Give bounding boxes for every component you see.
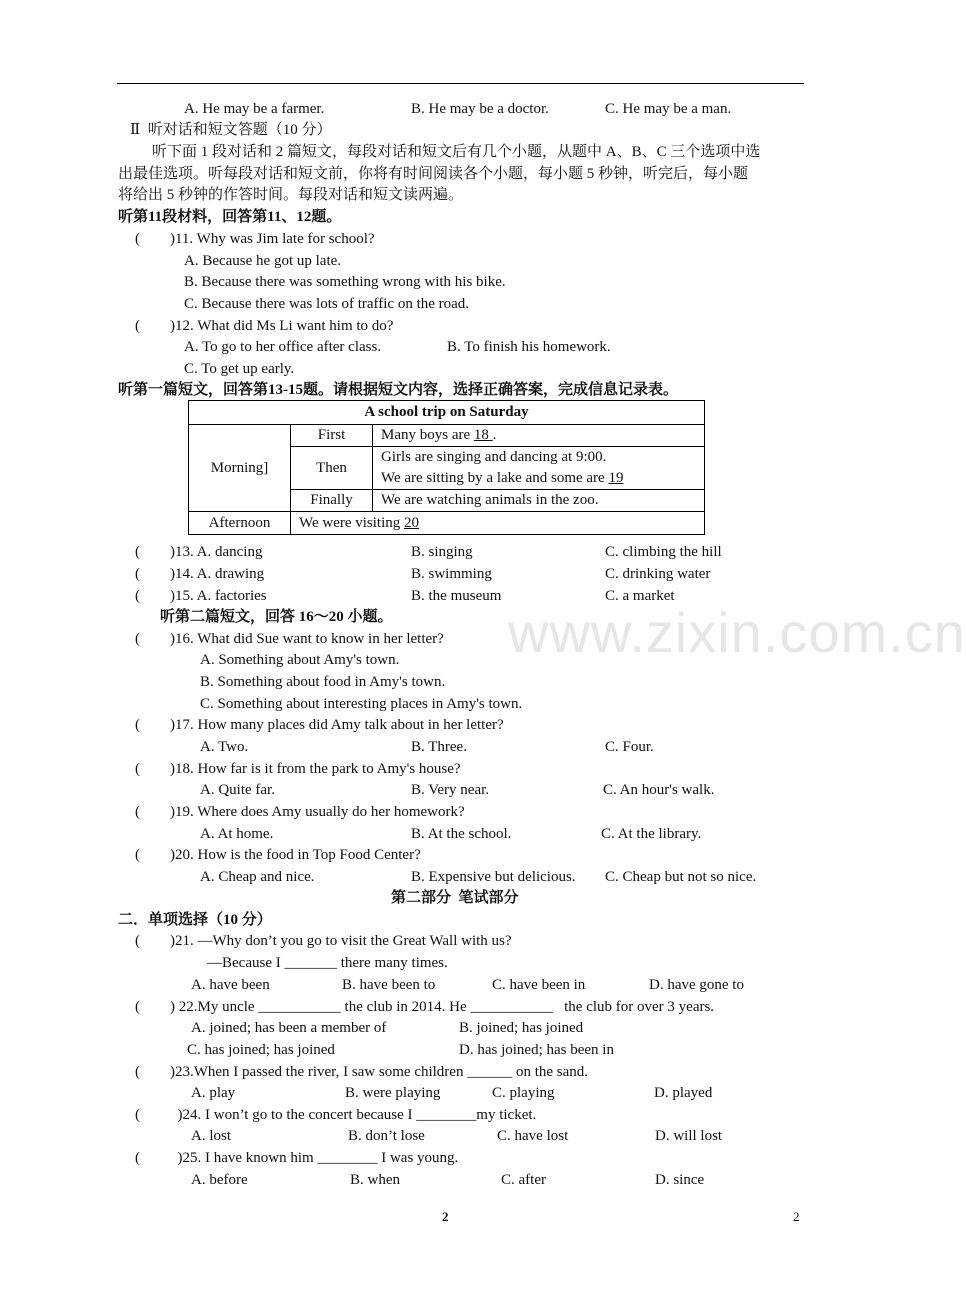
cell-morning: Morning]	[189, 425, 291, 512]
q13-option-b: B. singing	[411, 544, 473, 560]
q24-option-c: C. have lost	[497, 1128, 569, 1144]
cell-finally: Finally	[291, 490, 373, 512]
section2-instruction-1: 听下面 1 段对话和 2 篇短文，每段对话和短文后有几个小题，从题中 A、B、C 三个选项中选	[152, 144, 761, 160]
q17-option-a: A. Two.	[200, 739, 249, 755]
q23-stem: ( )23.When I passed the river, I saw some children ______ on the sand.	[135, 1064, 589, 1080]
q14-stem: ( )14. A. drawing	[135, 566, 265, 582]
q12-option-c: C. To get up early.	[184, 361, 295, 377]
cell-finally-text: We are watching animals in the zoo.	[373, 490, 705, 512]
cell-afternoon-text: We were visiting 20	[291, 512, 705, 535]
q16-stem: ( )16. What did Sue want to know in her letter?	[135, 631, 444, 647]
q25-stem: ( )25. I have known him ________ I was young.	[135, 1150, 459, 1166]
cell-first: First	[291, 425, 373, 447]
q21-option-a: A. have been	[191, 977, 270, 993]
q17-stem: ( )17. How many places did Amy talk about in her letter?	[135, 717, 504, 733]
q18-option-c: C. An hour's walk.	[603, 782, 715, 798]
q23-option-a: A. play	[191, 1085, 236, 1101]
q22-option-d: D. has joined; has been in	[459, 1042, 614, 1058]
watermark: www.zixin.com.cn	[508, 601, 966, 664]
q16-option-c: C. Something about interesting places in Amy's town.	[200, 696, 523, 712]
q19-option-a: A. At home.	[200, 826, 274, 842]
blank-20: 20	[404, 514, 420, 531]
q13-option-c: C. climbing the hill	[605, 544, 722, 560]
q23-option-b: B. were playing	[345, 1085, 441, 1101]
q25-option-b: B. when	[350, 1172, 400, 1188]
q16-option-b: B. Something about food in Amy's town.	[200, 674, 446, 690]
q24-option-a: A. lost	[191, 1128, 232, 1144]
table-title: A school trip on Saturday	[189, 401, 705, 425]
q16-option-a: A. Something about Amy's town.	[200, 652, 400, 668]
q12-option-b: B. To finish his homework.	[447, 339, 611, 355]
page-number-right: 2	[793, 1209, 800, 1224]
q24-option-b: B. don’t lose	[348, 1128, 425, 1144]
q10-option-a: A. He may be a farmer.	[184, 101, 325, 117]
blank-18: 18	[473, 427, 493, 443]
part2-title: 第二部分 笔试部分	[391, 890, 519, 906]
school-trip-table	[188, 400, 705, 535]
cell-then: Then	[291, 447, 373, 490]
q14-option-b: B. swimming	[411, 566, 492, 582]
q21-option-b: B. have been to	[342, 977, 436, 993]
q11-option-c: C. Because there was lots of traffic on the road.	[184, 296, 470, 312]
q18-option-b: B. Very near.	[411, 782, 490, 798]
q10-option-c: C. He may be a man.	[605, 101, 732, 117]
q23-option-d: D. played	[654, 1085, 713, 1101]
q19-stem: ( )19. Where does Amy usually do her homework?	[135, 804, 465, 820]
section2-instruction-3: 将给出 5 秒钟的作答时间。每段对话和短文读两遍。	[118, 187, 464, 203]
part11-heading: 听第11段材料，回答第11、12题。	[118, 209, 342, 225]
q21-option-c: C. have been in	[492, 977, 586, 993]
q17-option-c: C. Four.	[605, 739, 654, 755]
q13-stem: ( )13. A. dancing	[135, 544, 263, 560]
cell-first-text: Many boys are 18 .	[373, 425, 705, 447]
q20-option-a: A. Cheap and nice.	[200, 869, 315, 885]
page-number-center: 2	[442, 1209, 449, 1224]
q14-option-c: C. drinking water	[605, 566, 711, 582]
passage2-heading: 听第二篇短文，回答 16～20 小题。	[160, 609, 393, 625]
q21-stem-2: —Because I _______ there many times.	[207, 955, 448, 971]
q20-option-b: B. Expensive but delicious.	[411, 869, 576, 885]
q25-option-d: D. since	[655, 1172, 705, 1188]
mc-section-title: 二．单项选择（10 分）	[118, 912, 272, 928]
q22-option-c: C. has joined; has joined	[187, 1042, 335, 1058]
q25-option-c: C. after	[501, 1172, 546, 1188]
q11-stem: ( )11. Why was Jim late for school?	[135, 231, 375, 247]
q22-option-a: A. joined; has been a member of	[191, 1020, 387, 1036]
q18-option-a: A. Quite far.	[200, 782, 275, 798]
q12-stem: ( )12. What did Ms Li want him to do?	[135, 318, 394, 334]
q25-option-a: A. before	[191, 1172, 248, 1188]
q18-stem: ( )18. How far is it from the park to Amy's house?	[135, 761, 461, 777]
q11-option-b: B. Because there was something wrong with his bike.	[184, 274, 506, 290]
blank-19: 19	[608, 470, 624, 486]
passage1-heading: 听第一篇短文，回答第13-15题。请根据短文内容，选择正确答案，完成信息记录表。	[118, 382, 678, 398]
section2-instruction-2: 出最佳选项。听每段对话和短文前，你将有时间阅读各个小题，每小题 5 秒钟，听完后，每小题	[118, 166, 749, 182]
q19-option-b: B. At the school.	[411, 826, 512, 842]
header-rule	[117, 83, 804, 84]
q20-stem: ( )20. How is the food in Top Food Center?	[135, 847, 421, 863]
q15-stem: ( )15. A. factories	[135, 588, 267, 604]
q15-option-c: C. a market	[605, 588, 675, 604]
q15-option-b: B. the museum	[411, 588, 502, 604]
q20-option-c: C. Cheap but not so nice.	[605, 869, 757, 885]
q21-option-d: D. have gone to	[649, 977, 744, 993]
cell-afternoon: Afternoon	[189, 512, 291, 535]
q22-stem: ( ) 22.My uncle ___________ the club in 2014. He ___________ the club for over 3 years.	[135, 999, 715, 1015]
section2-title: Ⅱ 听对话和短文答题（10 分）	[130, 122, 332, 138]
cell-then-text: Girls are singing and dancing at 9:00. We are sitting by a lake and some are 19	[373, 447, 705, 490]
q11-option-a: A. Because he got up late.	[184, 253, 342, 269]
q10-option-b: B. He may be a doctor.	[411, 101, 549, 117]
q17-option-b: B. Three.	[411, 739, 467, 755]
q24-stem: ( )24. I won’t go to the concert because I ________my ticket.	[135, 1107, 537, 1123]
q22-option-b: B. joined; has joined	[459, 1020, 584, 1036]
q21-stem: ( )21. —Why don’t you go to visit the Great Wall with us?	[135, 933, 512, 949]
q24-option-d: D. will lost	[655, 1128, 723, 1144]
q23-option-c: C. playing	[492, 1085, 555, 1101]
q12-option-a: A. To go to her office after class.	[184, 339, 382, 355]
q19-option-c: C. At the library.	[601, 826, 702, 842]
